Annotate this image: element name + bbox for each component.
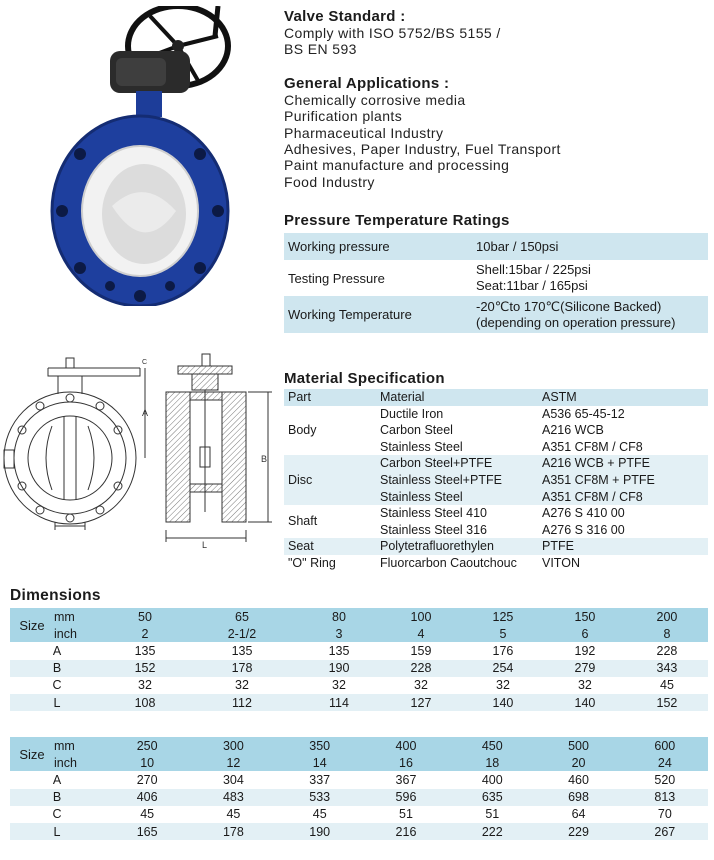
application-item: Pharmaceutical Industry xyxy=(284,125,444,141)
size-inch: 4 xyxy=(380,625,462,642)
material-cell: Stainless Steel xyxy=(376,439,538,456)
rating-label: Working Temperature xyxy=(288,307,412,322)
dimension-label: L xyxy=(10,694,104,711)
dimension-value: 483 xyxy=(190,789,276,806)
unit-label: inch xyxy=(54,625,104,642)
dimensions-title: Dimensions xyxy=(10,587,101,604)
application-item: Food Industry xyxy=(284,174,375,190)
size-mm: 350 xyxy=(277,737,363,754)
size-inch: 5 xyxy=(462,625,544,642)
dimension-value: 127 xyxy=(380,694,462,711)
application-item: Paint manufacture and processing xyxy=(284,157,510,173)
dimension-label: C xyxy=(10,677,104,694)
rating-value: 10bar / 150psi xyxy=(476,239,559,254)
material-cell: Stainless Steel 316 xyxy=(376,522,538,539)
table-row xyxy=(284,260,708,296)
dimension-label: C xyxy=(10,806,104,823)
dimension-value: 813 xyxy=(622,789,708,806)
dimension-value: 229 xyxy=(535,823,621,840)
dimension-value: 152 xyxy=(104,660,186,677)
dimension-value: 112 xyxy=(186,694,298,711)
valve-standard-line: Comply with ISO 5752/BS 5155 / xyxy=(284,25,501,41)
dimension-value: 135 xyxy=(298,642,380,659)
table-row xyxy=(10,789,708,806)
size-mm: 125 xyxy=(462,608,544,625)
dimension-value: 45 xyxy=(277,806,363,823)
astm-cell: A351 CF8M + PTFE xyxy=(538,472,708,489)
size-inch: 3 xyxy=(298,625,380,642)
dimension-value: 159 xyxy=(380,642,462,659)
dimension-value: 176 xyxy=(462,642,544,659)
astm-cell: PTFE xyxy=(538,538,708,555)
dimension-value: 135 xyxy=(104,642,186,659)
dimension-value: 596 xyxy=(363,789,449,806)
application-item: Adhesives, Paper Industry, Fuel Transport xyxy=(284,141,561,157)
application-item: Chemically corrosive media xyxy=(284,92,466,108)
table-row xyxy=(10,823,708,840)
part-name: Disc xyxy=(284,455,376,505)
dimension-value: 178 xyxy=(190,823,276,840)
dimensions-table-2 xyxy=(10,737,708,840)
astm-cell: A276 S 316 00 xyxy=(538,522,708,539)
dimension-value: 178 xyxy=(186,660,298,677)
dimension-value: 32 xyxy=(544,677,626,694)
dimension-value: 140 xyxy=(544,694,626,711)
dimension-value: 108 xyxy=(104,694,186,711)
dimension-value: 635 xyxy=(449,789,535,806)
table-row xyxy=(284,555,708,572)
valve-product-image xyxy=(40,6,240,306)
astm-cell: VITON xyxy=(538,555,708,572)
material-cell: Stainless Steel xyxy=(376,489,538,506)
table-row xyxy=(284,505,708,522)
table-row xyxy=(10,771,708,788)
table-row xyxy=(284,296,708,333)
table-header-row xyxy=(284,389,708,406)
rating-value: (depending on operation pressure) xyxy=(476,314,676,330)
dimension-value: 343 xyxy=(626,660,708,677)
table-row xyxy=(10,660,708,677)
size-inch: 14 xyxy=(277,754,363,771)
table-row xyxy=(10,677,708,694)
size-mm: 600 xyxy=(622,737,708,754)
table-row xyxy=(284,455,708,472)
astm-cell: A216 WCB + PTFE xyxy=(538,455,708,472)
table-row xyxy=(284,406,708,423)
table-row xyxy=(284,233,708,260)
size-inch: 2 xyxy=(104,625,186,642)
dimension-label-a: A xyxy=(142,408,149,418)
dimension-label-c: C xyxy=(142,359,148,366)
size-mm: 450 xyxy=(449,737,535,754)
part-name: Body xyxy=(284,406,376,456)
dimension-label-b: B xyxy=(261,454,268,464)
rating-label: Working pressure xyxy=(288,239,390,254)
column-header: Part xyxy=(284,389,376,406)
dimension-value: 304 xyxy=(190,771,276,788)
dimension-value: 698 xyxy=(535,789,621,806)
dimension-value: 32 xyxy=(462,677,544,694)
dimension-value: 51 xyxy=(363,806,449,823)
dimension-value: 367 xyxy=(363,771,449,788)
astm-cell: A351 CF8M / CF8 xyxy=(538,439,708,456)
table-header-row xyxy=(10,625,708,642)
rating-value: Seat:11bar / 165psi xyxy=(476,278,588,293)
size-mm: 65 xyxy=(186,608,298,625)
dimension-value: 114 xyxy=(298,694,380,711)
dimension-value: 190 xyxy=(298,660,380,677)
unit-label: mm xyxy=(54,608,104,625)
side-view-drawing xyxy=(158,352,278,552)
dimension-value: 64 xyxy=(535,806,621,823)
general-applications-title: General Applications : xyxy=(284,75,450,92)
size-mm: 150 xyxy=(544,608,626,625)
material-cell: Ductile Iron xyxy=(376,406,538,423)
astm-cell: A536 65-45-12 xyxy=(538,406,708,423)
size-label: Size xyxy=(10,737,54,771)
pressure-ratings-table xyxy=(284,233,708,333)
size-inch: 24 xyxy=(622,754,708,771)
dimension-value: 520 xyxy=(622,771,708,788)
dimension-label: L xyxy=(10,823,104,840)
unit-label: mm xyxy=(54,737,104,754)
material-cell: Stainless Steel+PTFE xyxy=(376,472,538,489)
size-inch: 16 xyxy=(363,754,449,771)
dimensions-table-1 xyxy=(10,608,708,711)
dimension-value: 135 xyxy=(186,642,298,659)
astm-cell: A276 S 410 00 xyxy=(538,505,708,522)
dimension-value: 228 xyxy=(626,642,708,659)
material-cell: Fluorcarbon Caoutchouc xyxy=(376,555,538,572)
dimension-value: 279 xyxy=(544,660,626,677)
dimension-label: B xyxy=(10,660,104,677)
dimension-value: 45 xyxy=(104,806,190,823)
size-inch: 6 xyxy=(544,625,626,642)
size-inch: 2-1/2 xyxy=(186,625,298,642)
front-view-drawing xyxy=(0,350,160,550)
material-cell: Carbon Steel xyxy=(376,422,538,439)
valve-standard-line: BS EN 593 xyxy=(284,41,357,57)
dimension-value: 45 xyxy=(626,677,708,694)
dimension-value: 45 xyxy=(190,806,276,823)
size-mm: 80 xyxy=(298,608,380,625)
dimension-value: 190 xyxy=(277,823,363,840)
dimension-label: B xyxy=(10,789,104,806)
dimension-value: 32 xyxy=(104,677,186,694)
dimension-value: 228 xyxy=(380,660,462,677)
dimension-label: A xyxy=(10,642,104,659)
unit-label: inch xyxy=(54,754,104,771)
dimension-value: 460 xyxy=(535,771,621,788)
rating-label: Testing Pressure xyxy=(288,270,385,286)
dimension-label: A xyxy=(10,771,104,788)
dimension-value: 254 xyxy=(462,660,544,677)
dimension-value: 270 xyxy=(104,771,190,788)
dimension-value: 216 xyxy=(363,823,449,840)
part-name: "O" Ring xyxy=(284,555,376,572)
table-row xyxy=(10,642,708,659)
dimension-value: 222 xyxy=(449,823,535,840)
size-inch: 12 xyxy=(190,754,276,771)
material-spec-table xyxy=(284,389,708,572)
size-inch: 18 xyxy=(449,754,535,771)
table-row xyxy=(10,694,708,711)
size-mm: 100 xyxy=(380,608,462,625)
dimension-value: 51 xyxy=(449,806,535,823)
material-cell: Stainless Steel 410 xyxy=(376,505,538,522)
size-inch: 10 xyxy=(104,754,190,771)
column-header: Material xyxy=(376,389,538,406)
rating-value: -20℃to 170℃(Silicone Backed) xyxy=(476,298,662,314)
dimension-value: 165 xyxy=(104,823,190,840)
size-inch: 8 xyxy=(626,625,708,642)
pressure-ratings-title: Pressure Temperature Ratings xyxy=(284,212,510,229)
part-name: Seat xyxy=(284,538,376,555)
size-label: Size xyxy=(10,608,54,642)
table-row xyxy=(284,538,708,555)
astm-cell: A216 WCB xyxy=(538,422,708,439)
size-inch: 20 xyxy=(535,754,621,771)
size-mm: 400 xyxy=(363,737,449,754)
dimension-value: 152 xyxy=(626,694,708,711)
dimension-value: 533 xyxy=(277,789,363,806)
part-name: Shaft xyxy=(284,505,376,538)
dimension-value: 406 xyxy=(104,789,190,806)
size-mm: 300 xyxy=(190,737,276,754)
valve-standard-title: Valve Standard : xyxy=(284,8,406,25)
dimension-label-l: L xyxy=(202,540,208,550)
material-cell: Polytetrafluorethylen xyxy=(376,538,538,555)
material-cell: Carbon Steel+PTFE xyxy=(376,455,538,472)
dimension-value: 32 xyxy=(380,677,462,694)
astm-cell: A351 CF8M / CF8 xyxy=(538,489,708,506)
rating-value: Shell:15bar / 225psi xyxy=(476,262,591,277)
dimension-value: 32 xyxy=(186,677,298,694)
application-item: Purification plants xyxy=(284,108,403,124)
dimension-value: 192 xyxy=(544,642,626,659)
size-mm: 200 xyxy=(626,608,708,625)
table-header-row xyxy=(10,737,708,754)
size-mm: 50 xyxy=(104,608,186,625)
table-row xyxy=(10,806,708,823)
size-mm: 250 xyxy=(104,737,190,754)
column-header: ASTM xyxy=(538,389,708,406)
size-mm: 500 xyxy=(535,737,621,754)
dimension-value: 70 xyxy=(622,806,708,823)
table-header-row xyxy=(10,754,708,771)
dimension-value: 267 xyxy=(622,823,708,840)
dimension-value: 32 xyxy=(298,677,380,694)
dimension-value: 400 xyxy=(449,771,535,788)
dimension-value: 140 xyxy=(462,694,544,711)
dimension-value: 337 xyxy=(277,771,363,788)
table-header-row xyxy=(10,608,708,625)
material-spec-title: Material Specification xyxy=(284,370,445,387)
